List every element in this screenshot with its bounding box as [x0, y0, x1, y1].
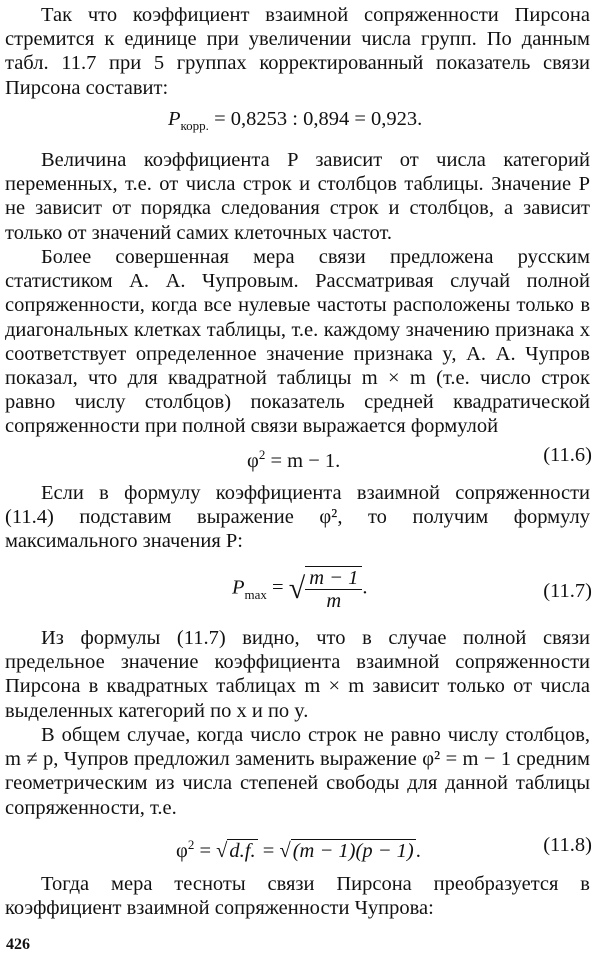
- formula-11-8-expr: [176, 830, 421, 866]
- paragraph-3: [5, 245, 590, 439]
- paragraph-7-text: Тогда мера тесноты связи Пирсона преобразуется в коэффициент взаимной сопряженности Чупрова:: [5, 873, 590, 920]
- formula-p-corrected-expr: [168, 104, 422, 141]
- formula-subscript: корр.: [180, 118, 209, 134]
- formula-11-6: [0, 440, 600, 470]
- paragraph-4: [5, 481, 590, 554]
- formula-p-corrected: [0, 104, 600, 134]
- formula-subscript: max: [244, 586, 267, 602]
- formula-tail: .: [362, 576, 368, 599]
- paragraph-3-text: Более совершенная мера связи предложена русским статистиком А. А. Чупровым. Рассматривая случай полной сопряженности, когда все нулевые частоты расположены только в диагональных клетках таблицы, т.е. каждому значению признака x соответствует определенное значение признака y, А. А. Чупров показал, что для квадратной таблицы m × m (т.е. число строк равно числу столбцов) показатель средней квадратической сопряженности при полной связи выражается формулой: [5, 246, 590, 438]
- equation-number: (11.8): [543, 834, 592, 856]
- paragraph-1-text: Так что коэффициент взаимной сопряженности Пирсона стремится к единице при увеличении числа групп. По данным табл. 11.7 при 5 группах корректированный показатель связи Пирсона составит:: [5, 4, 590, 99]
- formula-11-6-expr: [247, 440, 340, 476]
- paragraph-5-text: Из формулы (11.7) видно, что в случае полной связи предельное значение коэффициента взаимной сопряженности Пирсона в квадратных таблицах m × m зависит только от числа выделенных категорий по x и по y.: [5, 627, 590, 722]
- paragraph-4-text: Если в формулу коэффициента взаимной сопряженности (11.4) подставим выражение φ², то получим формулу максимального значения P:: [5, 482, 590, 553]
- formula-superscript: 2: [187, 837, 195, 852]
- formula-equals: =: [194, 839, 217, 862]
- formula-tail: .: [415, 839, 421, 862]
- formula-equals: =: [257, 839, 280, 862]
- formula-11-7-expr: [232, 566, 367, 612]
- formula-11-8: [0, 830, 600, 860]
- sqrt-sign-icon: √: [288, 572, 306, 605]
- page-number: 426: [6, 936, 30, 953]
- paragraph-7: [5, 872, 590, 920]
- paragraph-1: [5, 3, 590, 100]
- equation-number: (11.6): [543, 444, 592, 466]
- formula-rhs: = m − 1.: [265, 449, 341, 472]
- formula-symbol-p: P: [168, 108, 181, 130]
- sqrt-sign-icon: √: [216, 839, 228, 862]
- fraction-numerator: m − 1: [309, 567, 359, 589]
- paragraph-6-text: В общем случае, когда число строк не равно числу столбцов, m ≠ p, Чупров предложил заменить выражение φ² = m − 1 средним геометрическим из числа степеней свободы для данной таблицы сопряженности, т.е.: [5, 724, 590, 819]
- radicand-df: d.f.: [229, 839, 256, 862]
- fraction-denominator: m: [326, 590, 342, 612]
- paragraph-2: [5, 148, 590, 245]
- formula-symbol-phi: φ: [176, 839, 188, 862]
- formula-fraction: [305, 566, 362, 612]
- paragraph-6: [5, 723, 590, 820]
- paragraph-2-text: Величина коэффициента P зависит от числа категорий переменных, т.е. от числа строк и столбцов таблицы. Значение P не зависит от порядка следования строк и столбцов, а зависит только от значений самих клеточных частот.: [5, 149, 590, 244]
- formula-rhs: = 0,8253 : 0,894 = 0,923.: [208, 108, 423, 130]
- formula-superscript: 2: [258, 447, 266, 462]
- formula-symbol-p: P: [232, 576, 245, 599]
- sqrt-sign-icon: √: [279, 839, 291, 862]
- formula-symbol-phi: φ: [247, 449, 259, 472]
- formula-11-7: [0, 566, 600, 618]
- paragraph-5: [5, 626, 590, 723]
- radicand-product: (m − 1)(p − 1): [292, 839, 414, 862]
- formula-equals: =: [266, 576, 289, 599]
- equation-number: (11.7): [543, 580, 592, 602]
